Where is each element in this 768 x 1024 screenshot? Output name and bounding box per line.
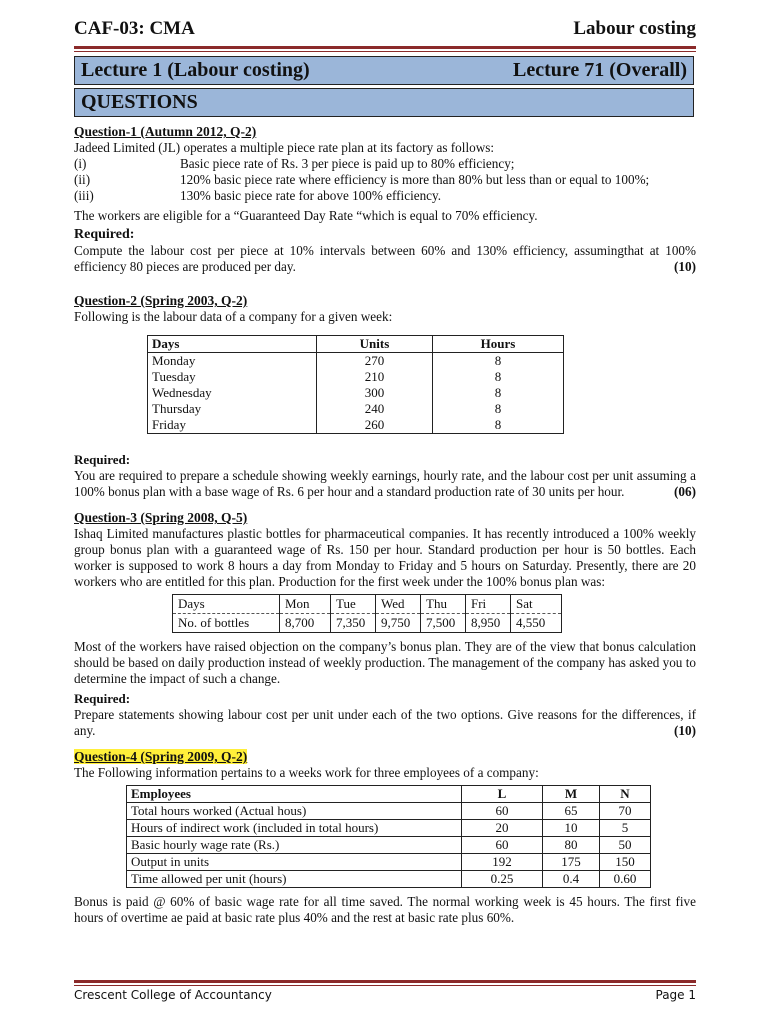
table-row: Days Mon Tue Wed Thu Fri Sat xyxy=(173,595,562,614)
list-item: (i) Basic piece rate of Rs. 3 per piece is paid up to 80% efficiency; xyxy=(74,156,515,171)
marks: (06) xyxy=(674,484,696,499)
table-row: Monday 270 8 xyxy=(148,353,564,370)
question-title: Question-3 (Spring 2008, Q-5) xyxy=(74,510,248,525)
section-title-bar xyxy=(74,88,694,117)
question-intro: Following is the labour data of a company for a given week: xyxy=(74,309,393,324)
table-row: Wednesday 300 8 xyxy=(148,385,564,401)
bonus-text: Bonus is paid @ 60% of basic wage rate for all time saved. The normal working week is 45 hours. The first five hours of overtime ae paid at basic rate plus 40% and the rest at basic rate plus 60%. xyxy=(74,894,696,925)
marks: (10) xyxy=(674,259,696,274)
required-text: You are required to prepare a schedule showing weekly earnings, hourly rate, and the labour cost per unit assuming a 100% bonus plan with a base wage of Rs. 6 per hour and a standard production rate of 30 units per hour. (06) xyxy=(74,468,696,499)
required-text: Compute the labour cost per piece at 10% intervals between 60% and 130% efficiency, assumingthat at 100% efficiency 80 pieces are produced per day. (10) xyxy=(74,243,696,274)
employees-table xyxy=(126,785,651,888)
table-row: No. of bottles 8,700 7,350 9,750 7,500 8,950 4,550 xyxy=(173,614,562,633)
page-header xyxy=(74,18,696,44)
guarantee-text: The workers are eligible for a “Guaranteed Day Rate “which is equal to 70% efficiency. xyxy=(74,208,538,223)
marks: (10) xyxy=(674,723,696,738)
question-2 xyxy=(74,293,696,500)
question-title: Question-2 (Spring 2003, Q-2) xyxy=(74,293,248,308)
table-row: Friday 260 8 xyxy=(148,417,564,434)
question-4 xyxy=(74,749,696,926)
required-label: Required: xyxy=(74,227,135,242)
footer-rule xyxy=(74,980,696,986)
table-row: Total hours worked (Actual hous) 60 65 70 xyxy=(127,803,651,820)
question-title: Question-1 (Autumn 2012, Q-2) xyxy=(74,124,257,139)
list-item: (ii) 120% basic piece rate where efficiency is more than 80% but less than or equal to 100%; xyxy=(74,172,650,187)
bottles-table xyxy=(172,594,562,633)
table-header-row: Days Units Hours xyxy=(148,336,564,353)
header-topic: Labour costing xyxy=(573,18,696,39)
rate-list xyxy=(74,156,696,204)
lecture-bar xyxy=(74,56,694,85)
page-number: Page 1 xyxy=(655,988,696,1002)
question-intro: The Following information pertains to a weeks work for three employees of a company: xyxy=(74,765,539,780)
labour-data-table xyxy=(147,335,564,434)
table-row: Basic hourly wage rate (Rs.) 60 80 50 xyxy=(127,837,651,854)
required-text: Prepare statements showing labour cost per unit under each of the two options. Give reasons for the differences, if any. (10) xyxy=(74,707,696,738)
question-title: Question-4 (Spring 2009, Q-2) xyxy=(74,749,248,764)
lecture-overall: Lecture 71 (Overall) xyxy=(512,59,687,81)
list-item: (iii) 130% basic piece rate for above 100% efficiency. xyxy=(74,188,442,203)
table-row: Thursday 240 8 xyxy=(148,401,564,417)
question-3 xyxy=(74,510,696,739)
table-row: Hours of indirect work (included in total hours) 20 10 5 xyxy=(127,820,651,837)
questions-content xyxy=(74,124,696,926)
footer-college: Crescent College of Accountancy xyxy=(74,988,272,1002)
table-row: Tuesday 210 8 xyxy=(148,369,564,385)
header-course-code: CAF-03: CMA xyxy=(74,18,195,39)
question-1 xyxy=(74,124,696,275)
table-row: Output in units 192 175 150 xyxy=(127,854,651,871)
required-label: Required: xyxy=(74,452,131,467)
lecture-number: Lecture 1 (Labour costing) xyxy=(81,59,310,81)
section-title: QUESTIONS xyxy=(81,91,198,113)
question-intro: Ishaq Limited manufactures plastic bottles for pharmaceutical companies. It has recently introduced a 100% weekly group bonus plan with a guaranteed wage of Rs. 150 per hour. Standard production per hour is 50 bottles. Each worker is supposed to work 8 hours a day from Monday to Friday and 5 hours on Saturday. Presently, there are 20 workers who are entitled for this plan. Production for the first week under the 100% bonus plan was: xyxy=(74,526,696,589)
table-row: Time allowed per unit (hours) 0.25 0.4 0.60 xyxy=(127,871,651,888)
required-label: Required: xyxy=(74,691,131,706)
table-header-row: Employees L M N xyxy=(127,786,651,803)
header-rule xyxy=(74,46,696,52)
question-intro: Jadeed Limited (JL) operates a multiple piece rate plan at its factory as follows: xyxy=(74,140,495,155)
objection-text: Most of the workers have raised objection on the company’s bonus plan. They are of the view that bonus calculation should be based on daily production instead of weekly production. The management of the company has asked you to determine the impact of such a change. xyxy=(74,639,696,686)
